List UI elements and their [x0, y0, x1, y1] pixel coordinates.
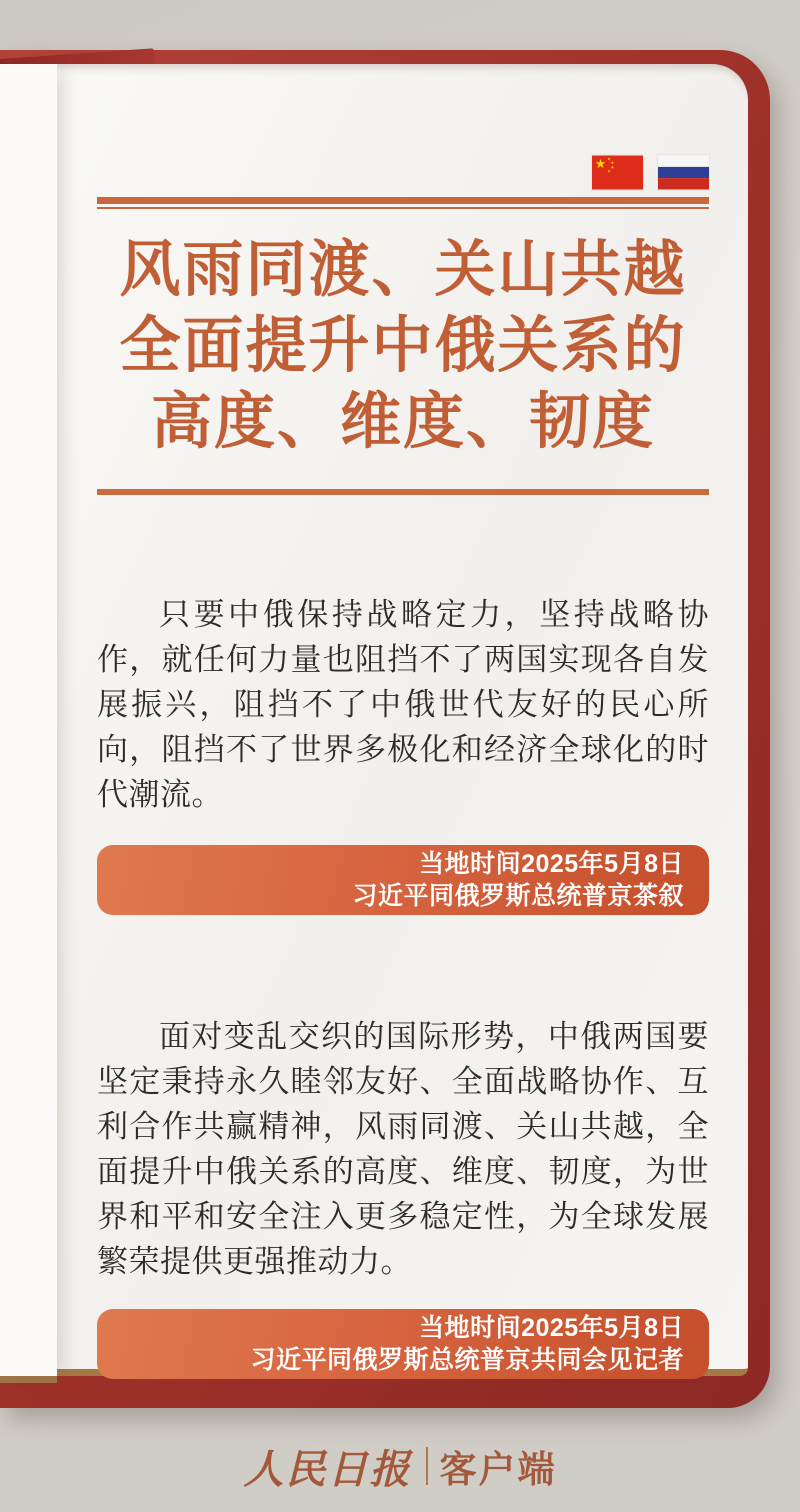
- header-divider: [97, 197, 709, 209]
- quote-text-2: 面对变乱交织的国际形势，中俄两国要坚定秉持永久睦邻友好、全面战略协作、互利合作共赢精神，风雨同渡、关山共越，全面提升中俄关系的高度、维度、韧度，为世界和平和安全注入更多稳定性，为全球发展繁荣提供更强推动力。: [97, 1019, 709, 1280]
- brand-divider: [426, 1447, 428, 1485]
- title-line-3: 高度、维度、韧度: [150, 387, 655, 455]
- footer-brand: [0, 1436, 800, 1496]
- brand-name: 人民日报: [243, 1445, 412, 1493]
- quote-attribution-1: [97, 845, 709, 915]
- quote-text-1: 只要中俄保持战略定力，坚持战略协作，就任何力量也阻挡不了两国实现各自发展振兴，阻挡不了中俄世代友好的民心所向，阻挡不了世界多极化和经济全球化的时代潮流。: [97, 597, 709, 813]
- title-line-1: 风雨同渡、关山共越: [119, 235, 687, 303]
- page-stack-edge: [0, 64, 57, 1383]
- quote-2-occasion: 习近平同俄罗斯总统普京共同会见记者: [250, 1346, 684, 1374]
- red-book-cover: [0, 50, 770, 1408]
- quote-attribution-2: [97, 1309, 709, 1379]
- russia-flag-icon: [658, 155, 709, 190]
- quote-1-date: 当地时间2025年5月8日: [419, 850, 684, 878]
- divider-thick-bar: [97, 197, 709, 204]
- poster-title: [97, 231, 709, 459]
- china-flag-icon: [592, 155, 643, 190]
- title-divider: [97, 489, 709, 495]
- divider-thin-bar: [97, 207, 709, 209]
- quote-2-date: 当地时间2025年5月8日: [419, 1314, 684, 1342]
- title-line-2: 全面提升中俄关系的: [119, 311, 687, 379]
- flag-row: [97, 155, 709, 190]
- quote-1-occasion: 习近平同俄罗斯总统普京茶叙: [352, 882, 684, 910]
- page-content: [97, 114, 709, 1379]
- brand-product: 客户端: [439, 1449, 557, 1490]
